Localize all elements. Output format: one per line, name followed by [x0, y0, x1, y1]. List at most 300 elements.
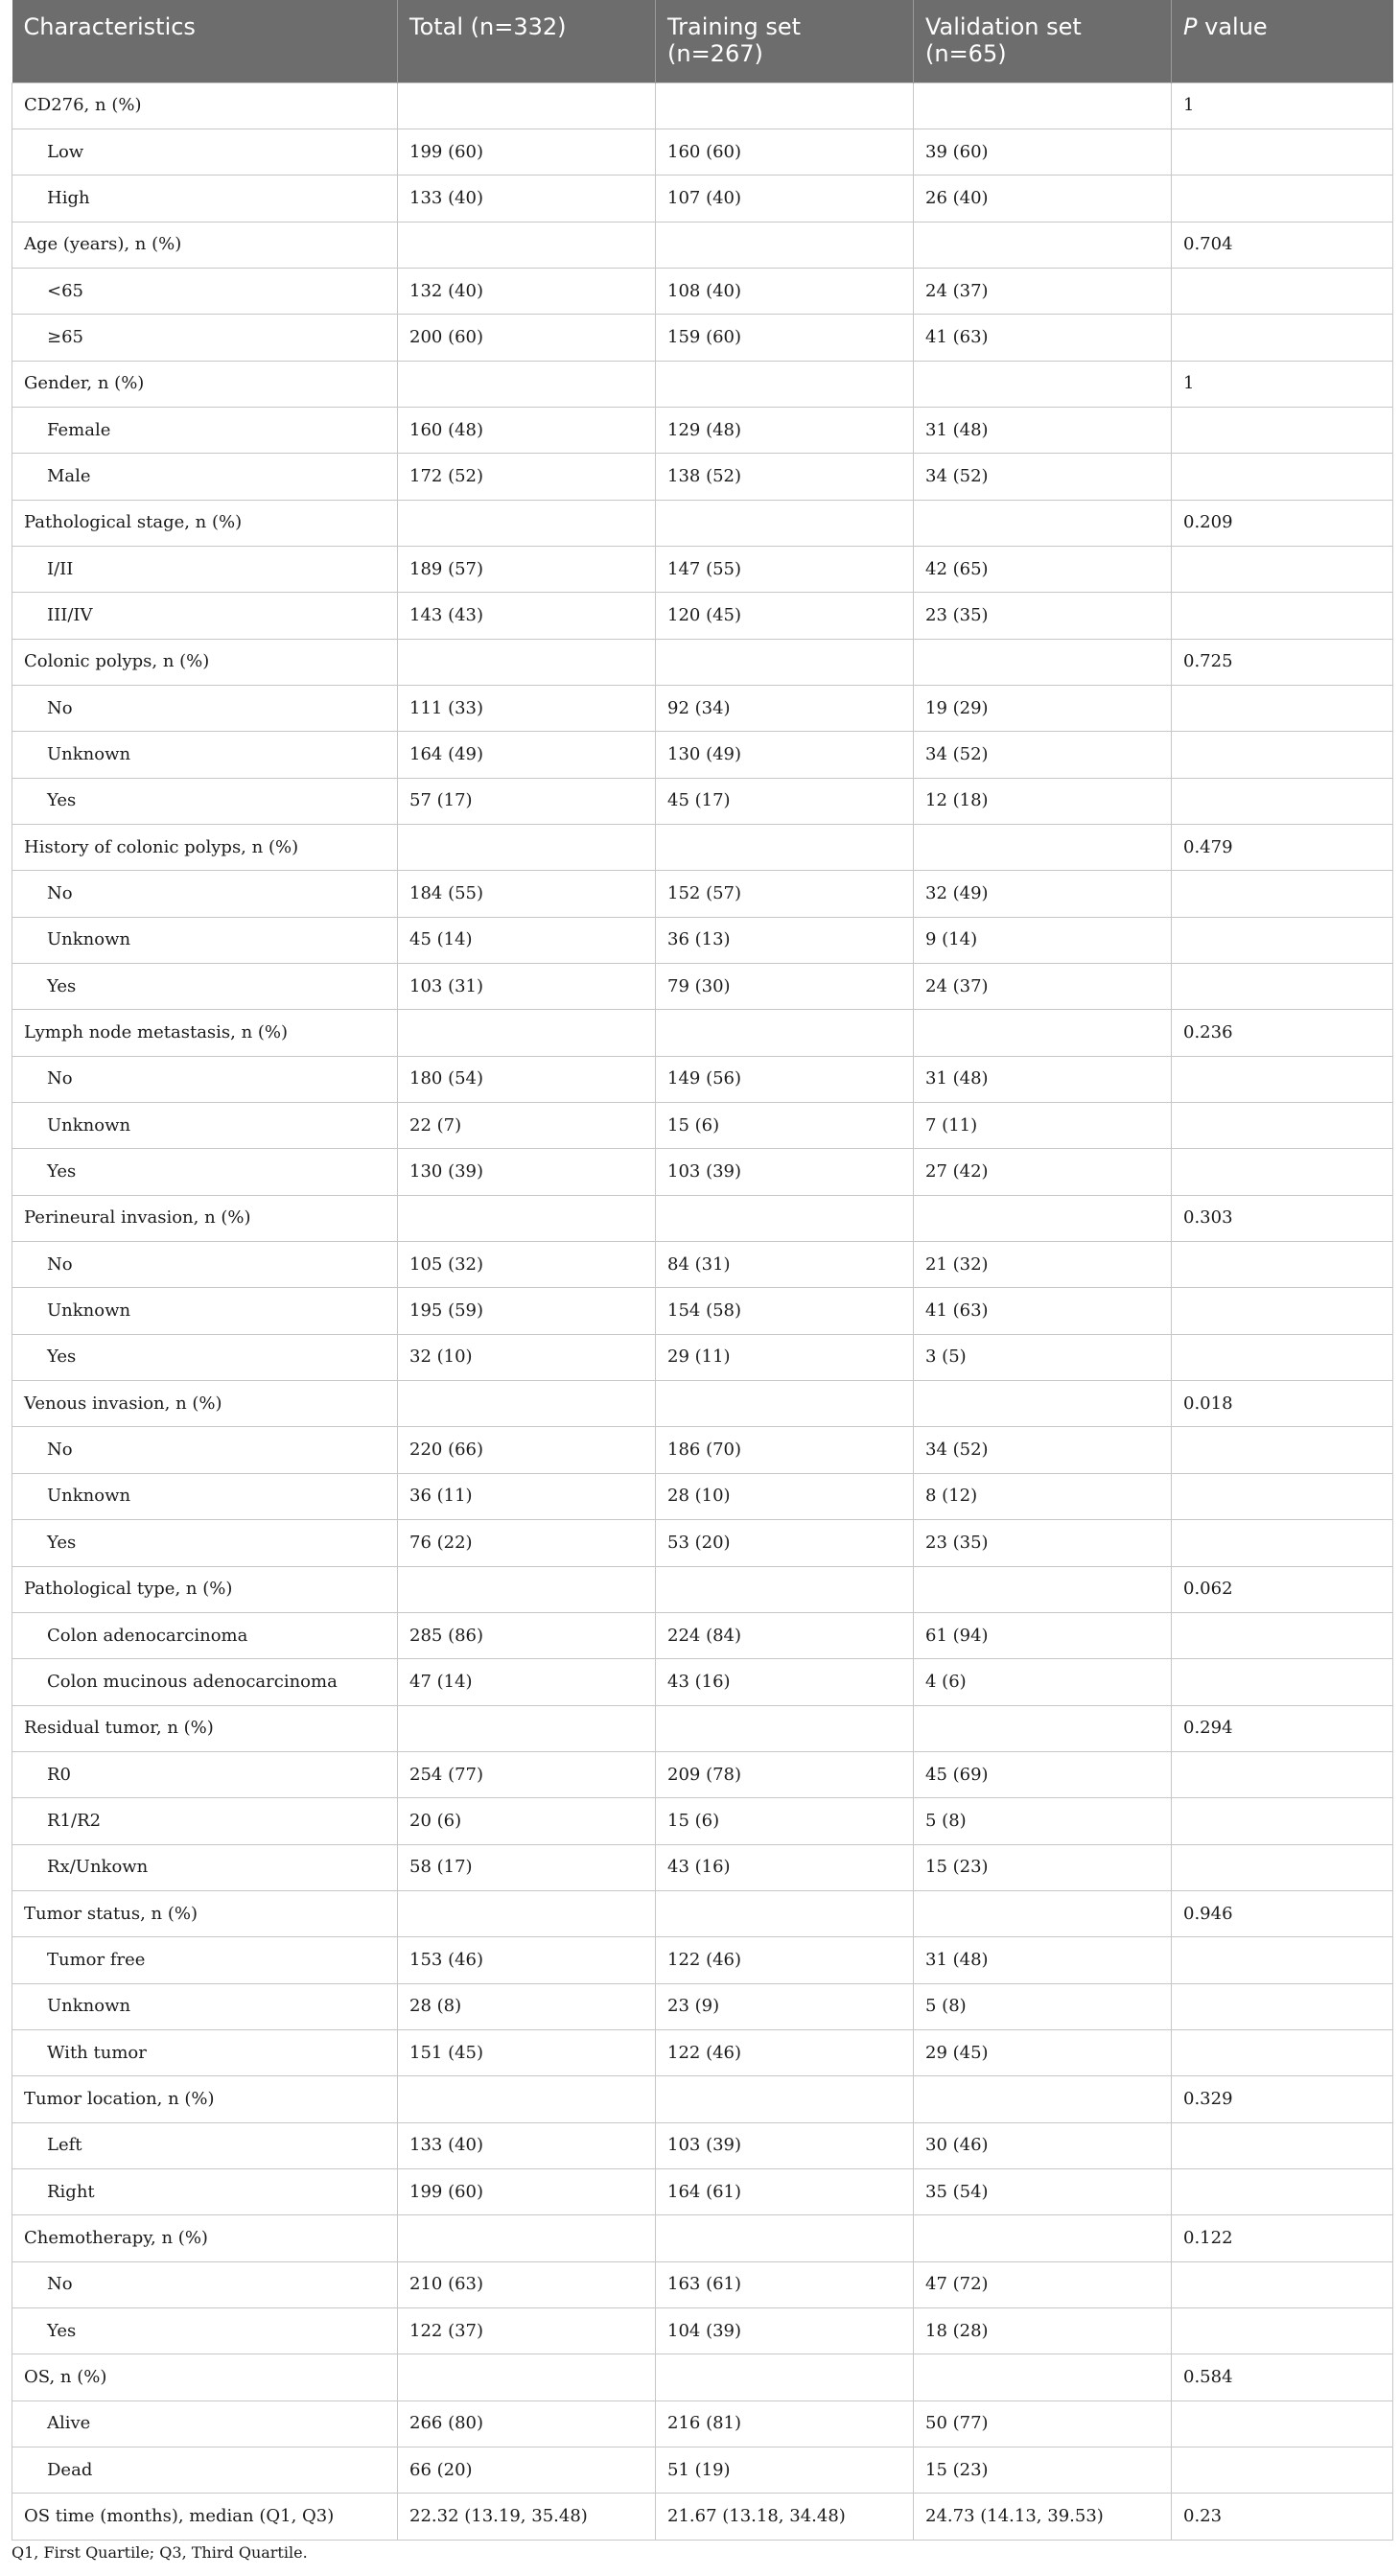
- table-row: [12, 2168, 1393, 2214]
- header-p-rest: value: [1197, 13, 1268, 40]
- cell-validation: 29 (45): [914, 2029, 1172, 2075]
- cell-total: [398, 1566, 656, 1612]
- cell-total: 195 (59): [398, 1288, 656, 1334]
- cell-validation: 42 (65): [914, 546, 1172, 592]
- table-row: [12, 2308, 1393, 2354]
- cell-p-value: [1172, 2122, 1393, 2168]
- cell-p-value: [1172, 1798, 1393, 1844]
- cell-validation: 27 (42): [914, 1149, 1172, 1195]
- cell-characteristic: Male: [12, 454, 398, 500]
- table-row: [12, 2447, 1393, 2494]
- cell-characteristic: Yes: [12, 1520, 398, 1566]
- cell-p-value: [1172, 315, 1393, 361]
- characteristics-table-container: [12, 0, 1392, 2541]
- cell-p-value: 0.018: [1172, 1381, 1393, 1427]
- table-row: [12, 2400, 1393, 2447]
- cell-characteristic: Rx/Unkown: [12, 1844, 398, 1890]
- cell-training: 43 (16): [656, 1844, 914, 1890]
- cell-training: [656, 1890, 914, 1936]
- cell-total: 285 (86): [398, 1612, 656, 1658]
- cell-p-value: 0.23: [1172, 2494, 1393, 2540]
- cell-training: [656, 1381, 914, 1427]
- cell-total: 111 (33): [398, 685, 656, 731]
- table-row-group: [12, 2076, 1393, 2122]
- table-row: [12, 1612, 1393, 1658]
- cell-training: [656, 361, 914, 407]
- cell-characteristic: Yes: [12, 964, 398, 1010]
- cell-training: 53 (20): [656, 1520, 914, 1566]
- cell-validation: [914, 1195, 1172, 1241]
- cell-total: 164 (49): [398, 732, 656, 778]
- cell-training: 152 (57): [656, 871, 914, 917]
- table-row: [12, 315, 1393, 361]
- cell-training: 92 (34): [656, 685, 914, 731]
- cell-characteristic: OS, n (%): [12, 2354, 398, 2400]
- cell-characteristic: Alive: [12, 2400, 398, 2447]
- cell-p-value: [1172, 778, 1393, 824]
- cell-validation: 34 (52): [914, 454, 1172, 500]
- cell-characteristic: CD276, n (%): [12, 82, 398, 129]
- header-training-line1: Training set: [667, 13, 802, 40]
- cell-validation: 18 (28): [914, 2308, 1172, 2354]
- cell-p-value: 0.725: [1172, 639, 1393, 685]
- cell-validation: 31 (48): [914, 1937, 1172, 1983]
- cell-training: 84 (31): [656, 1242, 914, 1288]
- cell-p-value: 1: [1172, 361, 1393, 407]
- table-row-group: [12, 2215, 1393, 2261]
- cell-training: [656, 2354, 914, 2400]
- cell-validation: 34 (52): [914, 732, 1172, 778]
- cell-total: 103 (31): [398, 964, 656, 1010]
- header-row: [12, 0, 1393, 82]
- cell-total: 210 (63): [398, 2261, 656, 2307]
- cell-characteristic: Female: [12, 407, 398, 453]
- cell-total: [398, 500, 656, 546]
- cell-validation: 21 (32): [914, 1242, 1172, 1288]
- cell-training: 159 (60): [656, 315, 914, 361]
- cell-total: 32 (10): [398, 1334, 656, 1380]
- cell-p-value: [1172, 268, 1393, 314]
- cell-validation: [914, 1010, 1172, 1056]
- cell-total: 199 (60): [398, 129, 656, 175]
- cell-validation: 5 (8): [914, 1983, 1172, 2029]
- cell-characteristic: Unknown: [12, 1983, 398, 2029]
- cell-characteristic: Pathological stage, n (%): [12, 500, 398, 546]
- table-row-group: [12, 2494, 1393, 2540]
- cell-p-value: 0.303: [1172, 1195, 1393, 1241]
- header-validation-set: [914, 0, 1172, 82]
- table-row: [12, 1844, 1393, 1890]
- cell-total: 22 (7): [398, 1103, 656, 1149]
- cell-characteristic: Perineural invasion, n (%): [12, 1195, 398, 1241]
- table-row: [12, 1473, 1393, 1519]
- cell-characteristic: Colon adenocarcinoma: [12, 1612, 398, 1658]
- cell-training: [656, 500, 914, 546]
- cell-total: 189 (57): [398, 546, 656, 592]
- cell-p-value: [1172, 407, 1393, 453]
- cell-p-value: [1172, 1103, 1393, 1149]
- cell-p-value: 0.122: [1172, 2215, 1393, 2261]
- cell-validation: [914, 1890, 1172, 1936]
- cell-total: 105 (32): [398, 1242, 656, 1288]
- cell-total: [398, 222, 656, 268]
- table-row: [12, 917, 1393, 963]
- cell-validation: 31 (48): [914, 1056, 1172, 1102]
- cell-validation: 15 (23): [914, 2447, 1172, 2494]
- cell-validation: 41 (63): [914, 1288, 1172, 1334]
- cell-validation: 45 (69): [914, 1751, 1172, 1797]
- cell-validation: 41 (63): [914, 315, 1172, 361]
- cell-training: 108 (40): [656, 268, 914, 314]
- cell-validation: 3 (5): [914, 1334, 1172, 1380]
- table-row: [12, 1334, 1393, 1380]
- cell-training: 120 (45): [656, 593, 914, 639]
- header-training-line2: (n=267): [667, 40, 763, 67]
- cell-total: 200 (60): [398, 315, 656, 361]
- cell-characteristic: Gender, n (%): [12, 361, 398, 407]
- cell-validation: 7 (11): [914, 1103, 1172, 1149]
- cell-characteristic: Venous invasion, n (%): [12, 1381, 398, 1427]
- cell-validation: [914, 825, 1172, 871]
- table-row: [12, 732, 1393, 778]
- cell-training: [656, 825, 914, 871]
- cell-training: 28 (10): [656, 1473, 914, 1519]
- cell-characteristic: With tumor: [12, 2029, 398, 2075]
- cell-total: [398, 1705, 656, 1751]
- cell-characteristic: Dead: [12, 2447, 398, 2494]
- cell-p-value: [1172, 1473, 1393, 1519]
- cell-characteristic: Age (years), n (%): [12, 222, 398, 268]
- cell-p-value: [1172, 454, 1393, 500]
- table-row: [12, 964, 1393, 1010]
- cell-total: 28 (8): [398, 1983, 656, 2029]
- cell-validation: [914, 1381, 1172, 1427]
- cell-characteristic: High: [12, 176, 398, 222]
- cell-total: [398, 361, 656, 407]
- cell-validation: [914, 2076, 1172, 2122]
- cell-p-value: 1: [1172, 82, 1393, 129]
- cell-characteristic: No: [12, 685, 398, 731]
- cell-training: [656, 1195, 914, 1241]
- cell-validation: [914, 2215, 1172, 2261]
- cell-training: 216 (81): [656, 2400, 914, 2447]
- cell-validation: [914, 2354, 1172, 2400]
- cell-p-value: 0.704: [1172, 222, 1393, 268]
- cell-characteristic: Low: [12, 129, 398, 175]
- cell-training: [656, 82, 914, 129]
- table-row: [12, 2029, 1393, 2075]
- cell-p-value: 0.946: [1172, 1890, 1393, 1936]
- cell-validation: [914, 500, 1172, 546]
- cell-total: [398, 2076, 656, 2122]
- header-characteristics: [12, 0, 398, 82]
- cell-p-value: [1172, 1056, 1393, 1102]
- table-row-group: [12, 222, 1393, 268]
- cell-characteristic: Colon mucinous adenocarcinoma: [12, 1659, 398, 1705]
- cell-p-value: [1172, 685, 1393, 731]
- table-row-group: [12, 361, 1393, 407]
- cell-characteristic: Yes: [12, 1334, 398, 1380]
- table-footnote: Q1, First Quartile; Q3, Third Quartile.: [12, 2543, 308, 2562]
- cell-p-value: [1172, 546, 1393, 592]
- cell-characteristic: Yes: [12, 1149, 398, 1195]
- characteristics-table: [12, 0, 1393, 2541]
- cell-p-value: [1172, 2261, 1393, 2307]
- cell-total: 151 (45): [398, 2029, 656, 2075]
- cell-characteristic: I/II: [12, 546, 398, 592]
- cell-p-value: 0.294: [1172, 1705, 1393, 1751]
- cell-characteristic: Unknown: [12, 1288, 398, 1334]
- cell-validation: 23 (35): [914, 593, 1172, 639]
- table-row-group: [12, 1566, 1393, 1612]
- cell-characteristic: Yes: [12, 2308, 398, 2354]
- table-row: [12, 407, 1393, 453]
- cell-validation: 34 (52): [914, 1427, 1172, 1473]
- cell-characteristic: Right: [12, 2168, 398, 2214]
- cell-training: 160 (60): [656, 129, 914, 175]
- cell-validation: 30 (46): [914, 2122, 1172, 2168]
- table-row: [12, 1520, 1393, 1566]
- table-row: [12, 1937, 1393, 1983]
- cell-validation: [914, 222, 1172, 268]
- cell-characteristic: Unknown: [12, 732, 398, 778]
- cell-total: [398, 2354, 656, 2400]
- table-row: [12, 1659, 1393, 1705]
- cell-total: 199 (60): [398, 2168, 656, 2214]
- cell-p-value: [1172, 732, 1393, 778]
- cell-training: [656, 1566, 914, 1612]
- cell-training: 103 (39): [656, 1149, 914, 1195]
- cell-training: [656, 639, 914, 685]
- table-row: [12, 871, 1393, 917]
- cell-p-value: [1172, 1751, 1393, 1797]
- cell-validation: 5 (8): [914, 1798, 1172, 1844]
- cell-characteristic: Residual tumor, n (%): [12, 1705, 398, 1751]
- cell-p-value: [1172, 1242, 1393, 1288]
- cell-p-value: [1172, 1937, 1393, 1983]
- table-row-group: [12, 82, 1393, 129]
- cell-training: 107 (40): [656, 176, 914, 222]
- cell-training: 79 (30): [656, 964, 914, 1010]
- cell-training: 164 (61): [656, 2168, 914, 2214]
- table-row-group: [12, 639, 1393, 685]
- cell-characteristic: Chemotherapy, n (%): [12, 2215, 398, 2261]
- cell-training: 224 (84): [656, 1612, 914, 1658]
- cell-characteristic: No: [12, 1427, 398, 1473]
- cell-p-value: [1172, 2447, 1393, 2494]
- header-training-set: [656, 0, 914, 82]
- cell-p-value: [1172, 1612, 1393, 1658]
- header-validation-line2: (n=65): [925, 40, 1007, 67]
- cell-validation: 50 (77): [914, 2400, 1172, 2447]
- header-validation-line1: Validation set: [925, 13, 1082, 40]
- cell-training: 163 (61): [656, 2261, 914, 2307]
- cell-p-value: 0.209: [1172, 500, 1393, 546]
- cell-validation: 15 (23): [914, 1844, 1172, 1890]
- cell-total: 20 (6): [398, 1798, 656, 1844]
- cell-p-value: 0.236: [1172, 1010, 1393, 1056]
- cell-characteristic: R1/R2: [12, 1798, 398, 1844]
- cell-training: 45 (17): [656, 778, 914, 824]
- cell-p-value: 0.329: [1172, 2076, 1393, 2122]
- cell-p-value: [1172, 964, 1393, 1010]
- cell-p-value: [1172, 917, 1393, 963]
- cell-p-value: [1172, 1983, 1393, 2029]
- cell-training: 23 (9): [656, 1983, 914, 2029]
- cell-training: [656, 1010, 914, 1056]
- table-row: [12, 685, 1393, 731]
- cell-characteristic: History of colonic polyps, n (%): [12, 825, 398, 871]
- cell-p-value: [1172, 2308, 1393, 2354]
- cell-p-value: [1172, 176, 1393, 222]
- cell-characteristic: R0: [12, 1751, 398, 1797]
- cell-characteristic: No: [12, 871, 398, 917]
- table-row-group: [12, 1195, 1393, 1241]
- cell-total: [398, 639, 656, 685]
- cell-validation: 31 (48): [914, 407, 1172, 453]
- cell-characteristic: Yes: [12, 778, 398, 824]
- cell-validation: 47 (72): [914, 2261, 1172, 2307]
- cell-validation: 61 (94): [914, 1612, 1172, 1658]
- cell-characteristic: ≥65: [12, 315, 398, 361]
- header-characteristics-label: Characteristics: [23, 13, 196, 40]
- cell-total: [398, 1195, 656, 1241]
- cell-total: 133 (40): [398, 2122, 656, 2168]
- table-row-group: [12, 1010, 1393, 1056]
- cell-characteristic: No: [12, 1242, 398, 1288]
- table-row: [12, 2122, 1393, 2168]
- cell-training: 147 (55): [656, 546, 914, 592]
- cell-characteristic: Left: [12, 2122, 398, 2168]
- cell-characteristic: No: [12, 2261, 398, 2307]
- cell-p-value: [1172, 1427, 1393, 1473]
- cell-characteristic: No: [12, 1056, 398, 1102]
- cell-training: 122 (46): [656, 1937, 914, 1983]
- cell-validation: [914, 1705, 1172, 1751]
- table-row: [12, 129, 1393, 175]
- table-row-group: [12, 1381, 1393, 1427]
- cell-total: 132 (40): [398, 268, 656, 314]
- cell-total: 153 (46): [398, 1937, 656, 1983]
- cell-validation: 12 (18): [914, 778, 1172, 824]
- cell-characteristic: Unknown: [12, 1103, 398, 1149]
- cell-characteristic: Colonic polyps, n (%): [12, 639, 398, 685]
- cell-training: 154 (58): [656, 1288, 914, 1334]
- cell-total: 22.32 (13.19, 35.48): [398, 2494, 656, 2540]
- cell-p-value: 0.479: [1172, 825, 1393, 871]
- cell-p-value: 0.584: [1172, 2354, 1393, 2400]
- table-row: [12, 778, 1393, 824]
- table-row: [12, 1149, 1393, 1195]
- cell-total: [398, 825, 656, 871]
- cell-characteristic: <65: [12, 268, 398, 314]
- table-row: [12, 1798, 1393, 1844]
- cell-total: 172 (52): [398, 454, 656, 500]
- header-total-label: Total (n=332): [409, 13, 567, 40]
- cell-characteristic: OS time (months), median (Q1, Q3): [12, 2494, 398, 2540]
- table-row: [12, 2261, 1393, 2307]
- cell-total: 254 (77): [398, 1751, 656, 1797]
- cell-p-value: [1172, 2029, 1393, 2075]
- cell-characteristic: Unknown: [12, 1473, 398, 1519]
- cell-validation: 24.73 (14.13, 39.53): [914, 2494, 1172, 2540]
- table-row: [12, 546, 1393, 592]
- cell-validation: 19 (29): [914, 685, 1172, 731]
- header-total: [398, 0, 656, 82]
- cell-training: 138 (52): [656, 454, 914, 500]
- cell-characteristic: Pathological type, n (%): [12, 1566, 398, 1612]
- cell-validation: [914, 639, 1172, 685]
- table-row-group: [12, 1705, 1393, 1751]
- cell-total: 184 (55): [398, 871, 656, 917]
- cell-p-value: [1172, 1334, 1393, 1380]
- table-row: [12, 1427, 1393, 1473]
- cell-training: 103 (39): [656, 2122, 914, 2168]
- table-row: [12, 1056, 1393, 1102]
- cell-validation: 32 (49): [914, 871, 1172, 917]
- cell-total: [398, 1010, 656, 1056]
- cell-total: 57 (17): [398, 778, 656, 824]
- table-row-group: [12, 1890, 1393, 1936]
- cell-characteristic: Tumor free: [12, 1937, 398, 1983]
- cell-characteristic: Tumor status, n (%): [12, 1890, 398, 1936]
- table-row: [12, 1242, 1393, 1288]
- cell-total: 180 (54): [398, 1056, 656, 1102]
- table-row: [12, 1288, 1393, 1334]
- table-row-group: [12, 825, 1393, 871]
- cell-total: [398, 2215, 656, 2261]
- table-row-group: [12, 500, 1393, 546]
- table-body: [12, 82, 1393, 2540]
- table-row-group: [12, 2354, 1393, 2400]
- cell-validation: [914, 82, 1172, 129]
- cell-p-value: [1172, 1659, 1393, 1705]
- cell-training: [656, 2076, 914, 2122]
- cell-total: [398, 1890, 656, 1936]
- cell-validation: 35 (54): [914, 2168, 1172, 2214]
- cell-training: 51 (19): [656, 2447, 914, 2494]
- cell-training: 129 (48): [656, 407, 914, 453]
- table-row: [12, 1983, 1393, 2029]
- cell-validation: 4 (6): [914, 1659, 1172, 1705]
- cell-training: 122 (46): [656, 2029, 914, 2075]
- cell-validation: 23 (35): [914, 1520, 1172, 1566]
- cell-training: 15 (6): [656, 1798, 914, 1844]
- cell-validation: 24 (37): [914, 964, 1172, 1010]
- cell-total: 36 (11): [398, 1473, 656, 1519]
- cell-training: 43 (16): [656, 1659, 914, 1705]
- cell-total: 220 (66): [398, 1427, 656, 1473]
- cell-p-value: [1172, 129, 1393, 175]
- table-row: [12, 1103, 1393, 1149]
- cell-validation: 26 (40): [914, 176, 1172, 222]
- table-row: [12, 1751, 1393, 1797]
- cell-total: 66 (20): [398, 2447, 656, 2494]
- table-row: [12, 454, 1393, 500]
- cell-validation: [914, 1566, 1172, 1612]
- cell-total: 47 (14): [398, 1659, 656, 1705]
- header-p-letter: P: [1183, 13, 1198, 40]
- cell-characteristic: Lymph node metastasis, n (%): [12, 1010, 398, 1056]
- cell-training: [656, 1705, 914, 1751]
- cell-total: [398, 82, 656, 129]
- cell-total: 45 (14): [398, 917, 656, 963]
- cell-total: 130 (39): [398, 1149, 656, 1195]
- cell-total: 58 (17): [398, 1844, 656, 1890]
- cell-training: 29 (11): [656, 1334, 914, 1380]
- cell-training: 130 (49): [656, 732, 914, 778]
- cell-validation: [914, 361, 1172, 407]
